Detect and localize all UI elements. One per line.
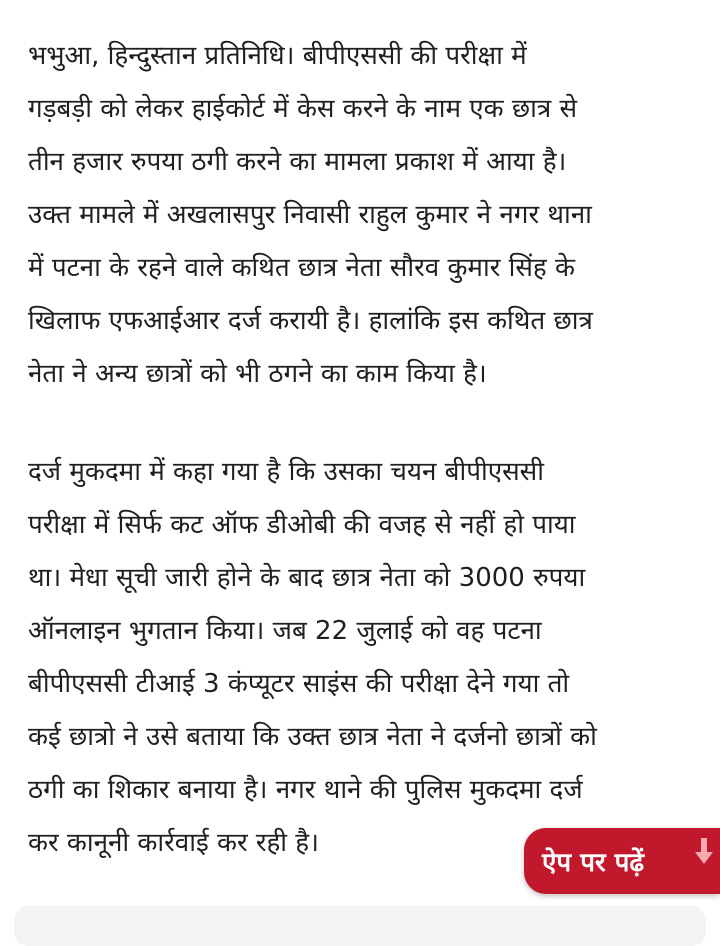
paragraph-line: परीक्षा में सिर्फ कट ऑफ डीओबी की वजह से नहीं हो पाया [28,510,576,540]
read-in-app-label: ऐप पर पढ़ें [542,848,645,878]
paragraph-line: कर कानूनी कार्रवाई कर रही है। [28,828,319,858]
paragraph-line: कई छात्रो ने उसे बताया कि उक्त छात्र नेता ने दर्जनो छात्रों को [28,722,597,752]
article-body [28,30,698,870]
paragraph-line: खिलाफ एफआईआर दर्ज करायी है। हालांकि इस कथित छात्र [28,306,593,336]
paragraph-line: दर्ज मुकदमा में कहा गया है कि उसका चयन बीपीएससी [28,457,544,487]
article-paragraph-1 [28,30,698,401]
article-paragraph-2 [28,446,698,870]
paragraph-line: था। मेधा सूची जारी होने के बाद छात्र नेता को 3000 रुपया [28,563,586,593]
paragraph-line: गड़बड़ी को लेकर हाईकोर्ट में केस करने के नाम एक छात्र से [28,94,578,124]
paragraph-line: ऑनलाइन भुगतान किया। जब 22 जुलाई को वह पटना [28,616,542,646]
paragraph-line: बीपीएससी टीआई 3 कंप्यूटर साइंस की परीक्षा देने गया तो [28,669,570,699]
paragraph-line: में पटना के रहने वाले कथित छात्र नेता सौरव कुमार सिंह के [28,253,575,283]
arrow-down-icon [694,838,714,866]
paragraph-line: उक्त मामले में अखलासपुर निवासी राहुल कुमार ने नगर थाना [28,200,592,230]
paragraph-line: तीन हजार रुपया ठगी करने का मामला प्रकाश में आया है। [28,147,567,177]
read-in-app-button[interactable] [524,828,720,894]
paragraph-line: भभुआ, हिन्दुस्तान प्रतिनिधि। बीपीएससी की परीक्षा में [28,41,527,71]
paragraph-line: नेता ने अन्य छात्रों को भी ठगने का काम किया है। [28,359,487,389]
next-content-card [14,906,706,946]
paragraph-line: ठगी का शिकार बनाया है। नगर थाने की पुलिस मुकदमा दर्ज [28,775,583,805]
